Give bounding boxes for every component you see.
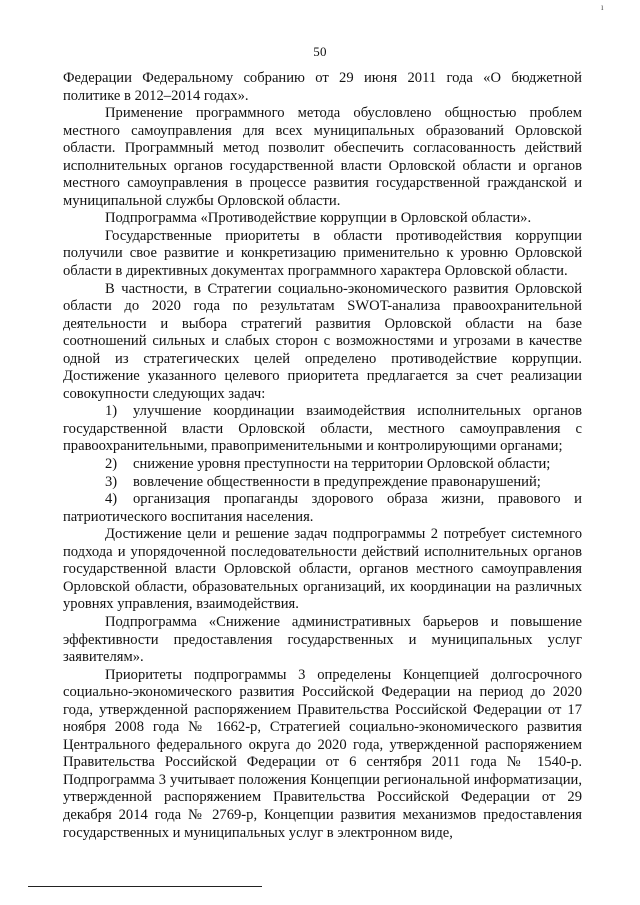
- paragraph-state-priorities: Государственные приоритеты в области противодействия коррупции получили свое развитие и конкретизацию применительно к уровню Орловской области в директивных документах программного характера Орловской области.: [63, 227, 582, 280]
- paragraph-budget-policy: Федерации Федеральному собранию от 29 июня 2011 года «О бюджетной политике в 2012–2014 годах».: [63, 70, 582, 104]
- body-text: [63, 70, 582, 842]
- corner-mark: ı: [601, 2, 604, 12]
- paragraph-subprogram-anticorruption: Подпрограмма «Противодействие коррупции в Орловской области».: [105, 210, 532, 227]
- list-item-number: 1): [105, 403, 118, 420]
- list-item-text: организация пропаганды здорового образа жизни, правового и патриотического воспитания населения.: [63, 491, 582, 525]
- paragraph-priorities-subprogram-3: Приоритеты подпрограммы 3 определены Концепцией долгосрочного социально-экономического развития Российской Федерации на период до 2020 года, утвержденной распоряжением Правительства Российской Федерации от 17 ноября 2008 года № 1662-р, Стратегией социально-экономического развития Центрального федерального округа до 2020 года, утвержденной распоряжением Правительства Российской Федерации от 6 сентября 2011 года № 1540-р. Подпрограмма 3 учитывает положения Концепции региональной информатизации, утвержденной распоряжением Правительства Российской Федерации от 29 декабря 2014 года № 2769-р, Концепции развития механизмов предоставления государственных и муниципальных услуг в электронном виде,: [63, 666, 582, 841]
- list-item: [63, 456, 582, 474]
- list-item-number: 3): [105, 473, 118, 490]
- list-item-number: 2): [105, 456, 118, 473]
- list-item-text: вовлечение общественности в предупреждение правонарушений;: [133, 473, 541, 490]
- paragraph-program-method: Применение программного метода обусловлено общностью проблем местного самоуправления для всех муниципальных образований Орловской области. Программный метод позволит обеспечить согласованность действий исполнительных органов государственной власти Орловской области и органов местного самоуправления в процессе развития государственной гражданской и муниципальной службы Орловской области.: [63, 105, 582, 209]
- paragraph-subprogram-admin-barriers: Подпрограмма «Снижение административных барьеров и повышение эффективности предоставления государственных и муниципальных услуг заявителям».: [63, 613, 582, 666]
- list-item-text: улучшение координации взаимодействия исполнительных органов государственной власти Орловской области, местного самоуправления с правоохранительными, правоприменительными и контролирующими органами;: [63, 403, 582, 455]
- list-item-text: снижение уровня преступности на территории Орловской области;: [133, 456, 551, 473]
- list-item: [63, 403, 582, 456]
- list-item: [63, 491, 582, 526]
- footnote-divider: [28, 886, 262, 887]
- paragraph-strategy-swot: В частности, в Стратегии социально-экономического развития Орловской области до 2020 года по результатам SWOT-анализа правоохранительной деятельности и выбора стратегий развития Орловской области на базе соотношений сильных и слабых сторон с возможностями и угрозами в качестве одной из стратегических целей определено противодействие коррупции. Достижение указанного целевого приоритета предлагается за счет реализации совокупности следующих задач:: [63, 280, 582, 402]
- paragraph-system-approach: Достижение цели и решение задач подпрограммы 2 потребует системного подхода и упорядоченной последовательности действий исполнительных органов государственной власти Орловской области, органов местного самоуправления Орловской области, образовательных организаций, их координации на различных уровнях управления, взаимодействия.: [63, 526, 582, 613]
- list-item: [63, 474, 582, 492]
- list-item-number: 4): [105, 491, 118, 508]
- page-number: 50: [313, 44, 327, 59]
